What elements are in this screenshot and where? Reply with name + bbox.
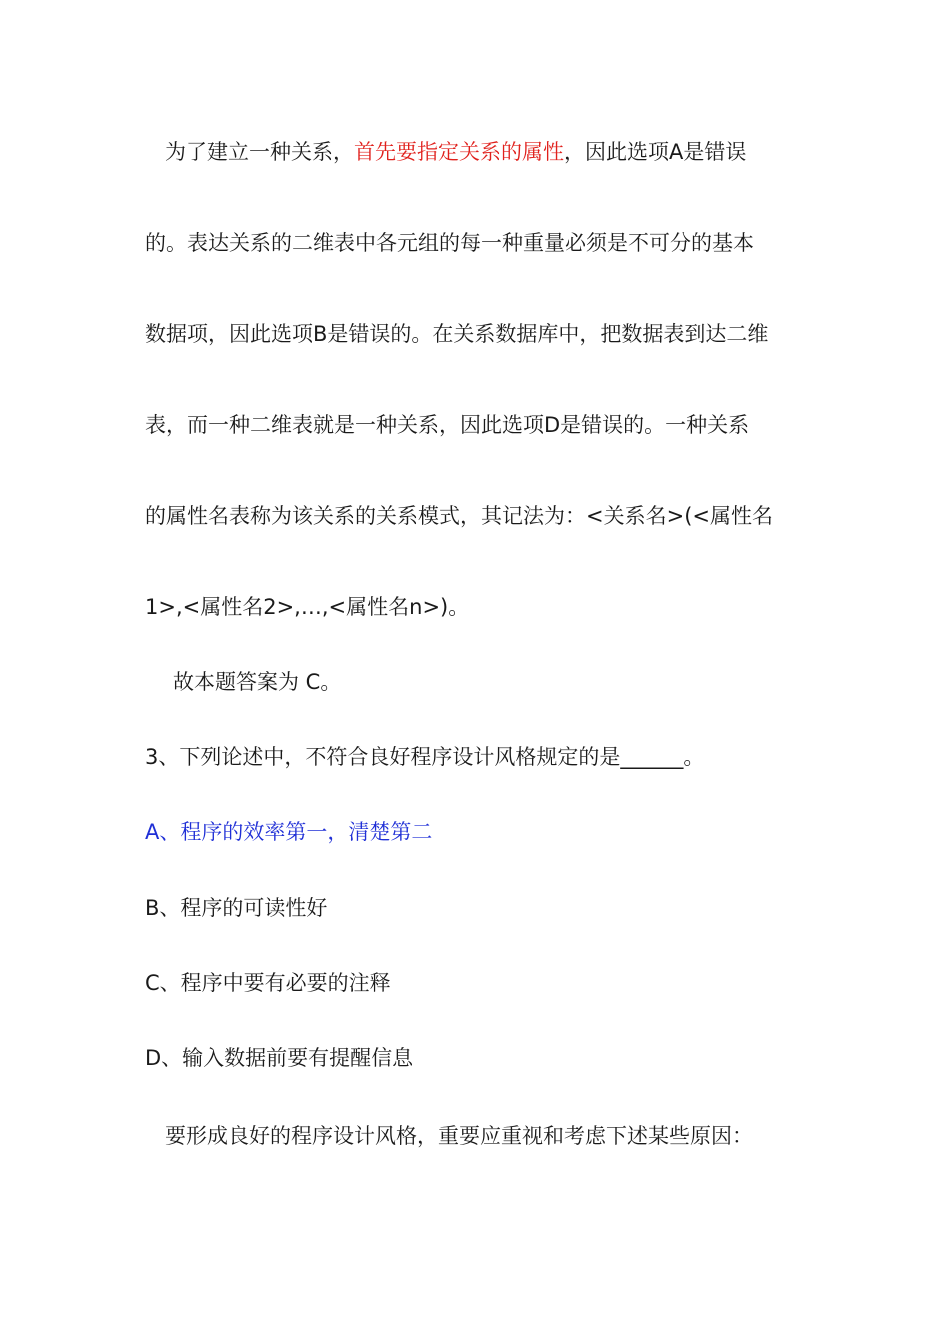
option-d: D、输入数据前要有提醒信息 bbox=[145, 1046, 414, 1070]
explanation-line-1 bbox=[165, 137, 746, 167]
highlighted-phrase: 首先要指定关系的属性 bbox=[354, 140, 564, 164]
answer-line: 故本题答案为 C。 bbox=[173, 670, 342, 694]
explanation-line-6: 1>,<属性名2>,…,<属性名n>)。 bbox=[145, 595, 470, 619]
explanation-line-3: 数据项，因此选项B是错误的。在关系数据库中，把数据表到达二维 bbox=[145, 322, 769, 346]
explanation-line-2: 的。表达关系的二维表中各元组的每一种重量必须是不可分的基本 bbox=[145, 231, 754, 255]
option-b: B、程序的可读性好 bbox=[145, 896, 328, 920]
question-stem: 3、下列论述中，不符合良好程序设计风格规定的是______。 bbox=[145, 745, 705, 769]
explanation-line-5: 的属性名表称为该关系的关系模式，其记法为：<关系名>(<属性名 bbox=[145, 504, 773, 528]
explanation-line-4: 表，而一种二维表就是一种关系，因此选项D是错误的。一种关系 bbox=[145, 413, 750, 437]
explanation-text: 为了建立一种关系， bbox=[165, 140, 354, 164]
explanation-text: ，因此选项A是错误 bbox=[564, 140, 747, 164]
followup-line: 要形成良好的程序设计风格，重要应重视和考虑下述某些原因： bbox=[165, 1124, 753, 1148]
option-c: C、程序中要有必要的注释 bbox=[145, 971, 391, 995]
option-a: A、程序的效率第一，清楚第二 bbox=[145, 820, 433, 844]
